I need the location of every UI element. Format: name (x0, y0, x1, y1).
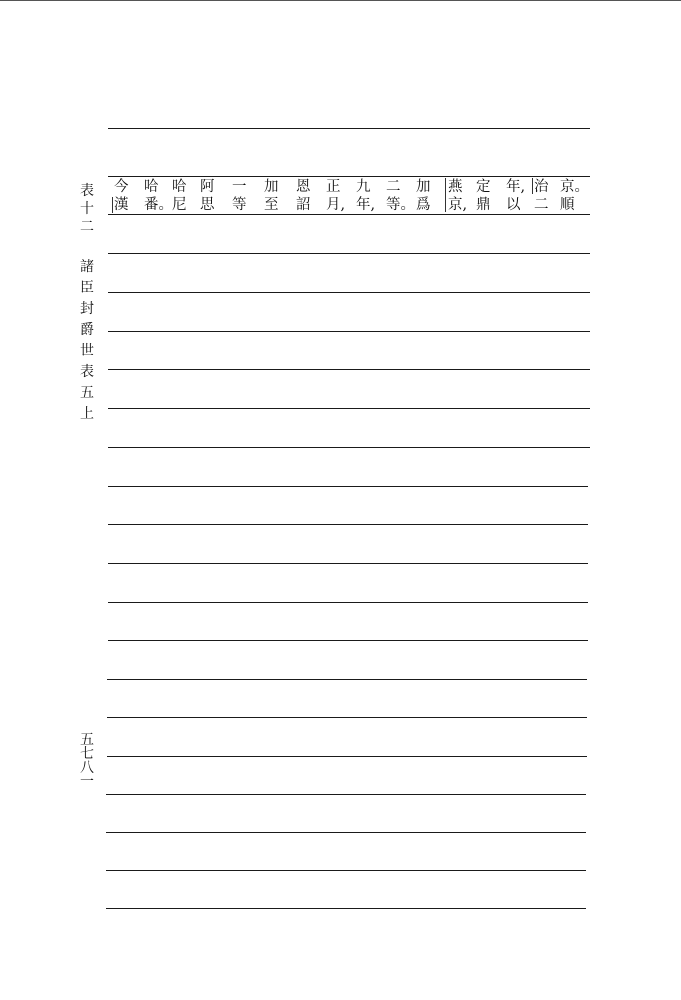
table-rule (108, 602, 588, 603)
margin-title-char: 表 (80, 183, 94, 199)
text-line: 加 (416, 179, 431, 195)
table-rule (108, 369, 590, 370)
table-rule (108, 331, 590, 332)
entry-text-row (108, 178, 590, 214)
text-line: 燕 (448, 179, 463, 195)
margin-title-char: 封 (80, 301, 94, 317)
text-line: 定 (476, 179, 491, 195)
text-line: 九 (356, 179, 371, 195)
text-line: 思 (200, 197, 215, 213)
text-line: 等 (232, 197, 247, 213)
margin-title-char: 十 (80, 201, 94, 217)
table-rule (108, 640, 588, 641)
text-line: 以 (506, 197, 521, 213)
margin-title-char: 諸 (80, 259, 94, 275)
margin-title-char: 爵 (80, 322, 94, 338)
text-line: 京, (448, 197, 468, 213)
table-rule (107, 756, 587, 757)
name-side-mark (532, 178, 533, 194)
table-rule (107, 717, 587, 718)
text-line: 番。 (144, 197, 173, 213)
text-line: 一 (232, 179, 247, 195)
table-rule (106, 794, 586, 795)
page-number-char: 七 (80, 746, 94, 762)
table-rule (106, 870, 586, 871)
name-side-mark (445, 178, 446, 212)
page-number-char: 一 (80, 774, 94, 790)
text-line: 恩 (296, 179, 311, 195)
scan-top-border (0, 0, 681, 1)
text-line: 二 (534, 197, 549, 213)
text-line: 年, (356, 197, 376, 213)
table-rule (108, 176, 590, 177)
table-rule (108, 292, 590, 293)
text-line: 至 (264, 197, 279, 213)
text-line: 二 (386, 179, 401, 195)
margin-title-char: 二 (80, 219, 94, 235)
table-rule (108, 486, 588, 487)
text-line: 月, (326, 197, 346, 213)
text-line: 漢 (114, 197, 129, 213)
text-line: 鼎 (476, 197, 491, 213)
text-line: 阿 (200, 179, 215, 195)
text-line: 尼 (172, 197, 187, 213)
table-rule (107, 679, 587, 680)
text-line: 加 (264, 179, 279, 195)
margin-title-char: 表 (80, 364, 94, 380)
margin-title-char: 世 (80, 343, 94, 359)
table-rule (106, 908, 586, 909)
text-line: 京。 (560, 179, 589, 195)
table-rule (108, 253, 590, 254)
name-side-mark (112, 197, 113, 213)
margin-title-char: 五 (80, 385, 94, 401)
margin-title-char: 臣 (80, 280, 94, 296)
text-line: 年, (506, 179, 526, 195)
text-line: 等。 (386, 197, 415, 213)
text-line: 順 (560, 197, 575, 213)
table-rule (108, 524, 588, 525)
text-line: 詔 (296, 197, 311, 213)
table-rule (108, 447, 590, 448)
table-rule (106, 832, 586, 833)
page-number-char: 五 (80, 732, 94, 748)
text-line: 治 (534, 179, 549, 195)
table-rule (108, 563, 588, 564)
table-rule (108, 408, 590, 409)
text-line: 哈 (172, 179, 187, 195)
text-line: 今 (114, 179, 129, 195)
text-line: 哈 (144, 179, 159, 195)
table-rule (108, 214, 590, 215)
margin-title-char (79, 234, 95, 256)
margin-title-char: 上 (80, 406, 94, 422)
page-number-char: 八 (80, 760, 94, 776)
margin-title (79, 184, 95, 421)
text-line: 正 (326, 179, 341, 195)
page-number (79, 733, 95, 789)
text-line: 爲 (416, 197, 431, 213)
table-rule (108, 128, 590, 129)
